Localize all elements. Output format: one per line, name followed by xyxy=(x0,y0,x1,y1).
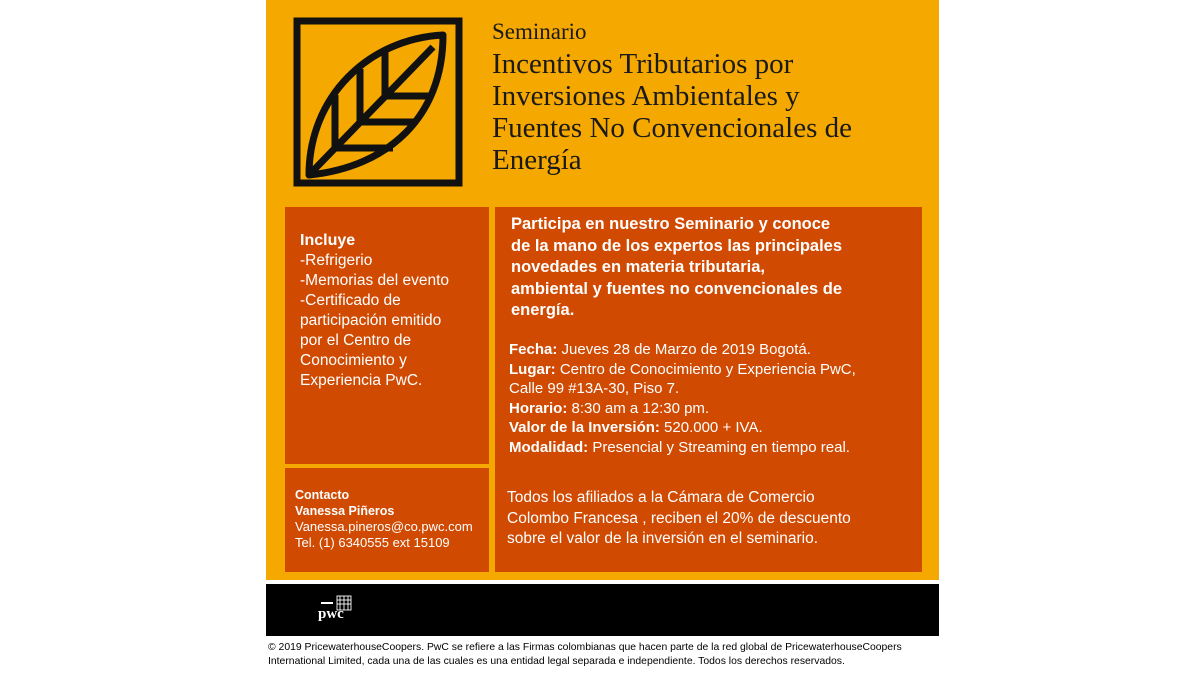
detail-label: Valor de la Inversión: xyxy=(509,419,660,436)
intro-line: energía. xyxy=(511,301,575,319)
copyright-line: © 2019 PricewaterhouseCoopers. PwC se refiere a las Firmas colombianas que hacen parte de la red global de PricewaterhouseCoopers xyxy=(268,642,902,653)
intro-line: Participa en nuestro Seminario y conoce xyxy=(511,215,831,233)
note-line: Todos los afiliados a la Cámara de Comercio xyxy=(507,489,815,506)
title-line: Incentivos Tributarios por xyxy=(492,48,794,80)
includes-item: -Certificado de xyxy=(300,292,401,309)
detail-value: Centro de Conocimiento y Experiencia PwC, xyxy=(555,360,856,378)
details-panel xyxy=(495,207,922,572)
title-line: Energía xyxy=(492,144,582,176)
detail-value: 520.000 + IVA. xyxy=(659,419,763,436)
detail-place xyxy=(509,360,919,380)
title-line: Inversiones Ambientales y xyxy=(492,80,800,112)
includes-item: -Refrigerio xyxy=(300,252,373,269)
discount-note xyxy=(507,488,917,550)
contact-heading: Contacto xyxy=(295,488,350,502)
detail-label: Modalidad: xyxy=(509,438,589,456)
detail-modality xyxy=(509,438,919,458)
contact-email[interactable]: Vanessa.pineros@co.pwc.com xyxy=(295,519,473,534)
includes-item: por el Centro de xyxy=(300,332,412,349)
detail-date xyxy=(509,340,919,360)
detail-label: Lugar: xyxy=(509,360,556,378)
detail-label: Horario: xyxy=(509,399,568,417)
includes-item: Experiencia PwC. xyxy=(300,372,423,389)
contact-phone: Tel. (1) 6340555 ext 15109 xyxy=(295,535,450,550)
includes-panel xyxy=(285,207,489,464)
contact-name: Vanessa Piñeros xyxy=(295,504,395,518)
title-line: Fuentes No Convencionales de xyxy=(492,112,853,144)
note-line: Colombo Francesa , reciben el 20% de descuento xyxy=(507,509,851,527)
intro-line: ambiental y fuentes no convencionales de xyxy=(511,279,843,298)
detail-address xyxy=(509,379,919,399)
includes-item: participación emitido xyxy=(300,312,442,329)
includes-item: Conocimiento y xyxy=(300,352,407,369)
intro-line: novedades en materia tributaria, xyxy=(511,258,766,276)
intro-line: de la mano de los expertos las principales xyxy=(511,236,843,255)
detail-price xyxy=(509,418,919,438)
detail-time xyxy=(509,399,919,419)
event-title xyxy=(492,48,932,176)
copyright-notice xyxy=(268,641,948,668)
contact-panel xyxy=(285,468,489,572)
note-line: sobre el valor de la inversión en el seminario. xyxy=(507,530,819,547)
event-kicker: Seminario xyxy=(492,19,587,44)
detail-value: Presencial y Streaming en tiempo real. xyxy=(588,438,850,456)
intro-text xyxy=(511,214,911,322)
detail-value: Jueves 28 de Marzo de 2019 Bogotá. xyxy=(557,341,811,358)
detail-value: Calle 99 #13A-30, Piso 7. xyxy=(509,380,680,397)
copyright-line: International Limited, cada una de las cuales es una entidad legal separada e independiente. Todos los derechos reservados. xyxy=(268,655,845,667)
title-block xyxy=(492,18,932,176)
pwc-wordmark: pwc xyxy=(318,606,344,622)
footer-bar xyxy=(266,584,939,636)
detail-value: 8:30 am a 12:30 pm. xyxy=(567,399,710,417)
includes-item: -Memorias del evento xyxy=(300,272,450,289)
leaf-icon xyxy=(293,17,463,187)
includes-heading: Incluye xyxy=(300,232,356,249)
event-details xyxy=(509,340,919,457)
detail-label: Fecha: xyxy=(509,341,558,358)
